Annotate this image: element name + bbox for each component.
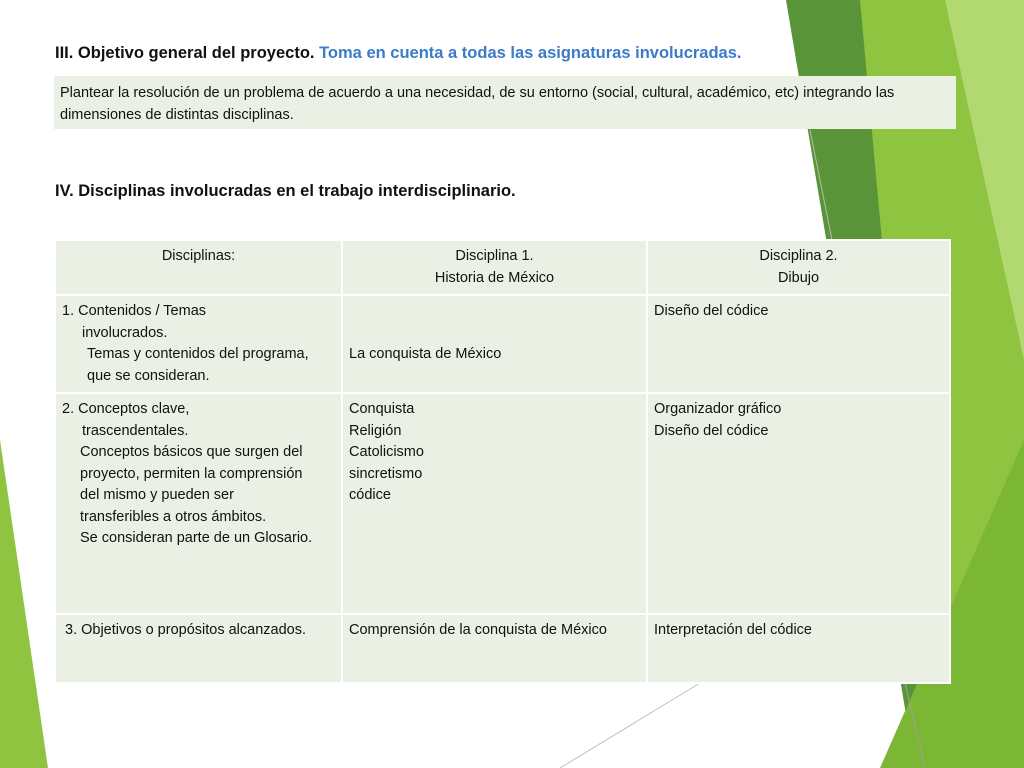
row2-label-line: Conceptos básicos que surgen del	[80, 444, 303, 460]
row2-label-line: trascendentales.	[82, 422, 189, 439]
row3-col2-cell	[342, 614, 647, 683]
header-col3-line2: Dibujo	[777, 269, 820, 286]
row1-label-line: involucrados.	[82, 324, 168, 341]
disciplines-table	[54, 239, 951, 684]
section3-heading-accent: Toma en cuenta a todas las asignaturas involucradas.	[319, 44, 742, 62]
table-row	[55, 295, 950, 393]
row1-label-line: que se consideran.	[87, 367, 210, 384]
row2-label-line: 2. Conceptos clave,	[62, 401, 190, 417]
row1-label-line: 1. Contenidos / Temas	[62, 303, 207, 319]
header-col2-line2: Historia de México	[434, 269, 555, 286]
row2-col2-line: sincretismo	[349, 465, 423, 482]
table-row	[55, 393, 950, 614]
row2-col2-line: Catolicismo	[349, 444, 424, 460]
row2-col2-line: Conquista	[349, 401, 415, 417]
objective-box	[54, 76, 956, 129]
header-discipline-2	[647, 240, 950, 295]
header-col2-line1: Disciplina 1.	[455, 248, 534, 264]
header-col1-label: Disciplinas:	[161, 248, 236, 264]
row2-col2-line: códice	[349, 487, 391, 503]
row3-col3-cell	[647, 614, 950, 683]
row1-col3-cell	[647, 295, 950, 393]
header-discipline-1	[342, 240, 647, 295]
row2-label-line: proyecto, permiten la comprensión	[80, 465, 303, 482]
row2-col2-line: Religión	[349, 422, 402, 439]
table-header-row	[55, 240, 950, 295]
section4-heading: IV. Disciplinas involucradas en el trabajo interdisciplinario.	[55, 182, 516, 200]
row1-col3-text: Diseño del códice	[654, 303, 769, 319]
table-row	[55, 614, 950, 683]
row2-label-line: Se consideran parte de un Glosario.	[80, 530, 313, 546]
header-disciplinas	[55, 240, 342, 295]
row1-label-line: Temas y contenidos del programa,	[87, 346, 309, 362]
row2-col3-cell	[647, 393, 950, 614]
row3-col3-text: Interpretación del códice	[654, 622, 812, 638]
row3-col2-text: Comprensión de la conquista de México	[349, 622, 607, 638]
row1-label-cell	[55, 295, 342, 393]
row2-col3-line: Organizador gráfico	[654, 401, 782, 417]
section3-heading	[55, 44, 742, 63]
row3-label-cell	[55, 614, 342, 683]
row2-label-cell	[55, 393, 342, 614]
row3-label-text: 3. Objetivos o propósitos alcanzados.	[65, 622, 306, 638]
header-col3-line1: Disciplina 2.	[759, 248, 838, 264]
row2-col3-line: Diseño del códice	[654, 422, 769, 439]
section3-heading-main: III. Objetivo general del proyecto.	[55, 44, 315, 62]
row2-label-line: transferibles a otros ámbitos.	[80, 508, 267, 525]
row2-col2-cell	[342, 393, 647, 614]
row2-label-line: del mismo y pueden ser	[80, 487, 234, 503]
row1-col2-text: La conquista de México	[349, 346, 502, 362]
row1-col2-cell	[342, 295, 647, 393]
objective-text: Plantear la resolución de un problema de acuerdo a una necesidad, de su entorno (social, cultural, académico, etc) integrando las dimensiones de distintas disciplinas.	[60, 85, 895, 123]
